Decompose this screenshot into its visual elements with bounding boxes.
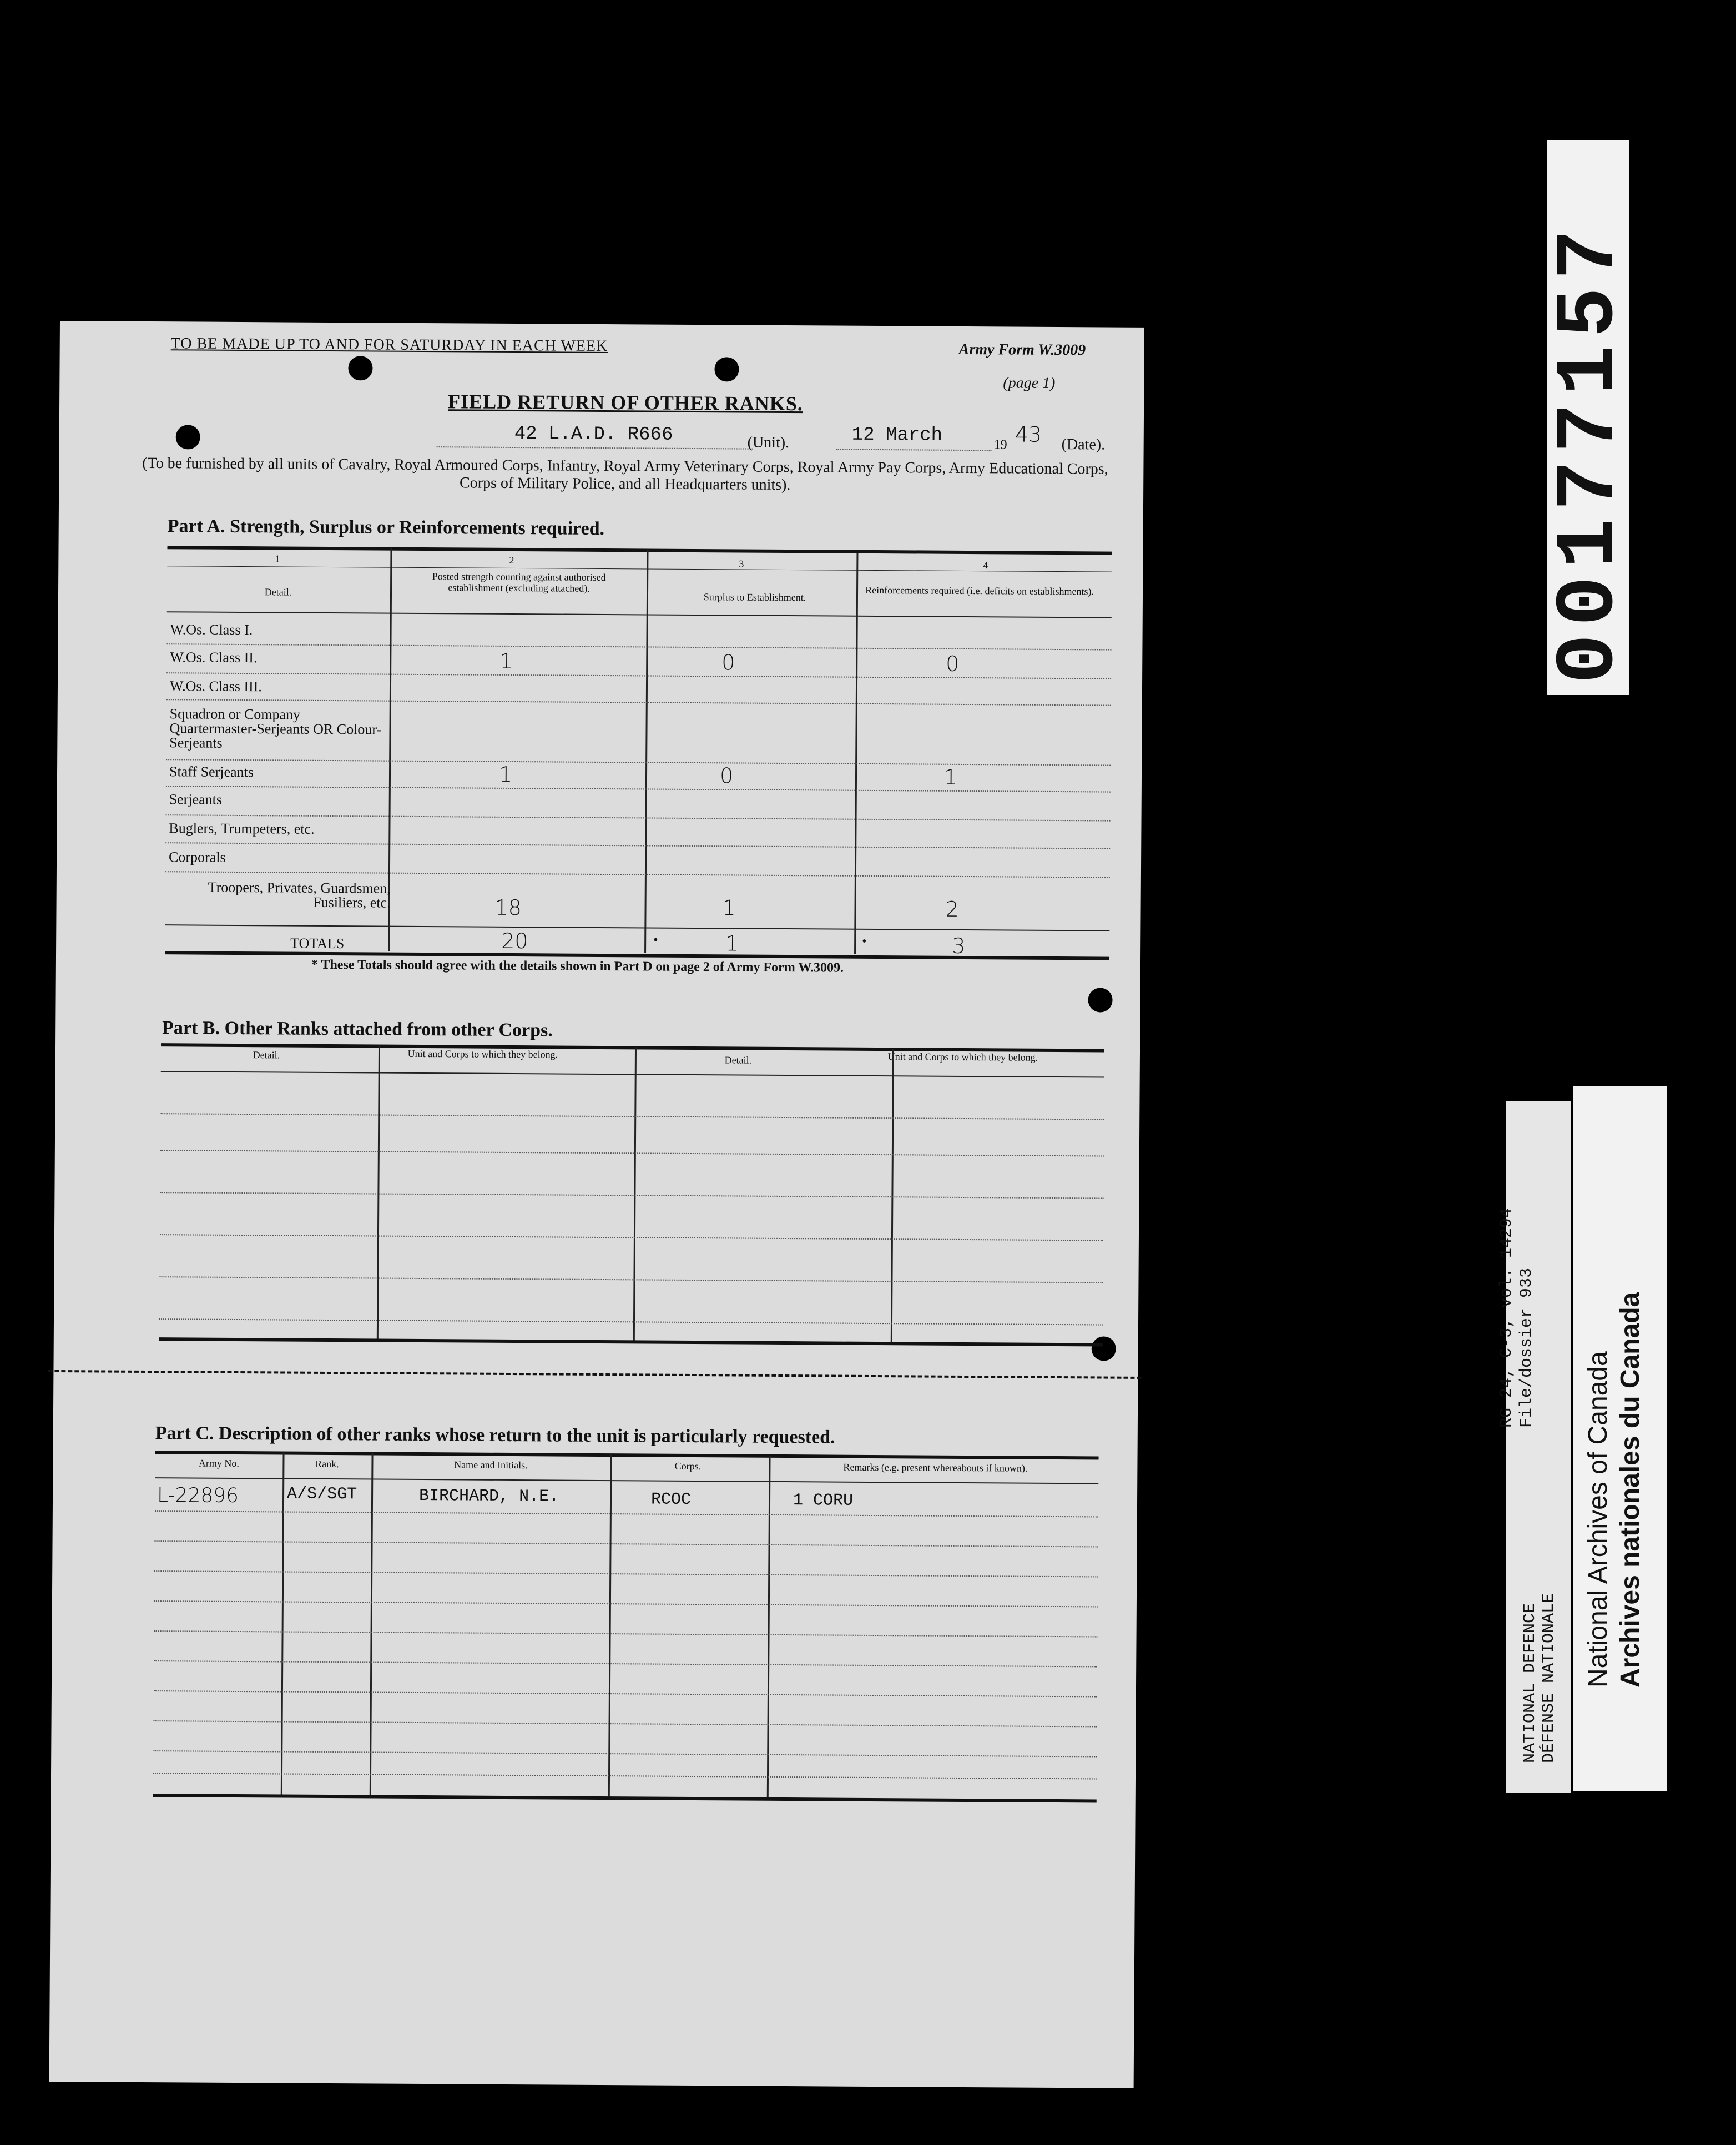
col-header-posted: Posted strength counting against authorised establishment (excluding attached). (432, 571, 606, 594)
part-c-rule-bottom (153, 1794, 1097, 1802)
date-label: (Date). (1061, 436, 1106, 454)
part-c-row-rule (154, 1660, 1097, 1667)
part-c-header-corps: Corps. (674, 1460, 702, 1472)
part-b-row-rule (160, 1113, 1104, 1120)
row-rule (166, 814, 1111, 821)
form-id: Army Form W.3009 (958, 340, 1086, 359)
part-a-header-rule (167, 566, 1112, 572)
part-c-divider (608, 1454, 612, 1799)
row-rule (166, 759, 1111, 766)
row-detail-wo3: W.Os. Class III. (169, 678, 262, 695)
col-header-reinforcements: Reinforcements required (i.e. deficits on establishments). (865, 584, 1094, 597)
part-c-corps: RCOC (650, 1490, 692, 1509)
totals-surplus: 1 (725, 931, 739, 956)
part-b-rule-bottom (159, 1337, 1103, 1346)
col-header-surplus: Surplus to Establishment. (703, 591, 806, 603)
date-underline (836, 449, 992, 451)
part-c-rank: A/S/SGT (286, 1484, 357, 1504)
part-a-divider (644, 550, 648, 953)
totals-footnote: * These Totals should agree with the details shown in Part D on page 2 of Army Form W.3009. (311, 957, 844, 975)
col-number-4: 4 (983, 560, 988, 571)
row-detail-buglers: Buglers, Trumpeters, etc. (169, 820, 315, 837)
part-c-row-rule (155, 1510, 1098, 1517)
row-rule (165, 842, 1110, 849)
part-b-row-rule (160, 1192, 1103, 1199)
department-line-1: NATIONAL DEFENCE (1521, 1603, 1540, 1763)
row-detail-sgt: Serjeants (169, 791, 223, 808)
punch-hole (176, 425, 200, 449)
archives-name-fr: Archives nationales du Canada (1616, 1292, 1645, 1688)
part-b-title: Part B. Other Ranks attached from other Corps. (162, 1018, 553, 1041)
row-rule (166, 699, 1111, 706)
year-prefix: 19 (993, 437, 1007, 452)
part-c-row-rule (154, 1570, 1098, 1577)
totals-reinf: 3 (952, 933, 966, 958)
part-c-header-name: Name and Initials. (454, 1459, 528, 1471)
part-b-header-bottom (161, 1071, 1104, 1077)
part-c-header-rank: Rank. (315, 1458, 339, 1470)
row-detail-wo1: W.Os. Class I. (170, 621, 253, 638)
part-c-name: BIRCHARD, N.E. (418, 1486, 559, 1507)
row-detail-cpl: Corporals (169, 849, 226, 865)
part-b-header-detail-2: Detail. (724, 1054, 752, 1066)
row-posted-wo2: 1 (499, 648, 513, 673)
col-number-3: 3 (739, 558, 744, 570)
unit-underline (437, 446, 753, 449)
part-b-row-rule (160, 1150, 1104, 1156)
part-b-divider (633, 1047, 637, 1341)
part-c-header-remarks: Remarks (e.g. present whereabouts if known). (843, 1461, 1028, 1474)
part-c-header-bottom (155, 1477, 1098, 1484)
row-surplus-ssgt: 0 (719, 763, 734, 788)
row-detail-cqms: Squadron or Company Quartermaster-Serjeants OR Colour-Serjeants (169, 706, 382, 751)
part-a-divider (854, 553, 858, 954)
year-value: 43 (1015, 422, 1042, 447)
reference-line-2: File/dossier 933 (1517, 1267, 1536, 1428)
part-b-row-rule (159, 1276, 1103, 1283)
form-sheet (49, 321, 1144, 2088)
row-reinf-ssgt: 1 (943, 764, 958, 789)
row-surplus-pte: 1 (722, 895, 736, 920)
instruction-line: TO BE MADE UP TO AND FOR SATURDAY IN EACH WEEK (170, 335, 608, 355)
part-a-header-bottom (167, 611, 1112, 618)
part-b-row-rule (159, 1318, 1103, 1325)
frame-number: 00177157 (1543, 221, 1637, 684)
col-number-1: 1 (275, 553, 280, 565)
row-posted-ssgt: 1 (498, 762, 513, 787)
tear-line (48, 1370, 1141, 1379)
furnish-note: (To be furnished by all units of Cavalry, Royal Armoured Corps, Infantry, Royal Army Veterinary Corps, Royal Army Pay Corps, Army Educational Corps, Corps of Military Police, and all Headquarters units). (142, 454, 1108, 494)
totals-asterisk: • (862, 934, 867, 949)
part-b-header-detail-1: Detail. (253, 1049, 280, 1061)
date-value: 12 March (851, 424, 943, 446)
punch-hole (1088, 988, 1112, 1012)
part-a-rule-top (167, 546, 1112, 555)
totals-label: TOTALS (290, 935, 345, 952)
totals-asterisk: • (653, 933, 658, 948)
part-c-title: Part C. Description of other ranks whose return to the unit is particularly requested. (155, 1423, 835, 1448)
row-posted-pte: 18 (494, 895, 522, 920)
unit-label: (Unit). (747, 434, 790, 452)
part-c-divider (370, 1453, 374, 1797)
part-c-remarks: 1 CORU (793, 1491, 854, 1510)
col-number-2: 2 (509, 554, 514, 566)
part-c-row-rule (155, 1540, 1098, 1547)
unit-value: 42 L.A.D. R666 (514, 424, 673, 446)
part-b-header-unit-1: Unit and Corps to which they belong. (407, 1048, 558, 1060)
part-b-row-rule (160, 1234, 1103, 1241)
part-c-row-rule (154, 1630, 1098, 1637)
row-rule (166, 672, 1111, 679)
row-detail-ssgt: Staff Serjeants (169, 763, 254, 781)
part-c-row-rule (154, 1600, 1098, 1607)
part-a-rule-bottom (165, 951, 1109, 960)
part-c-row-rule (154, 1690, 1097, 1697)
totals-rule-top (165, 924, 1109, 931)
row-detail-wo2: W.Os. Class II. (170, 649, 258, 666)
page-number: (page 1) (1003, 374, 1056, 392)
part-c-header-army-no: Army No. (198, 1457, 239, 1469)
archives-name-en: National Archives of Canada (1583, 1351, 1613, 1688)
part-c-row-rule (154, 1720, 1097, 1727)
department-line-2: DÉFENSE NATIONALE (1540, 1593, 1558, 1763)
reference-line-1: RG 24, C-3, vol. 14294 (1497, 1207, 1516, 1428)
form-title: FIELD RETURN OF OTHER RANKS. (448, 390, 803, 415)
row-surplus-wo2: 0 (721, 650, 735, 675)
part-c-row-rule (153, 1750, 1097, 1757)
part-b-header-unit-2: Unit and Corps to which they belong. (887, 1051, 1038, 1063)
part-c-divider (767, 1456, 771, 1800)
punch-hole (348, 356, 372, 380)
row-reinf-pte: 2 (945, 897, 959, 922)
row-rule (166, 643, 1111, 650)
part-a-title: Part A. Strength, Surplus or Reinforcements required. (167, 516, 605, 539)
row-rule (165, 871, 1110, 878)
part-c-army-no: L-22896 (157, 1484, 239, 1508)
row-detail-pte: Troopers, Privates, Guardsmen, Fusiliers, etc. (208, 879, 391, 911)
part-c-divider (281, 1452, 285, 1796)
col-header-detail: Detail. (264, 586, 292, 598)
punch-hole (1092, 1336, 1116, 1361)
punch-hole (714, 357, 739, 381)
row-reinf-wo2: 0 (946, 651, 960, 676)
part-c-row-rule (153, 1773, 1097, 1779)
row-rule (166, 786, 1111, 792)
totals-posted: 20 (501, 928, 528, 954)
